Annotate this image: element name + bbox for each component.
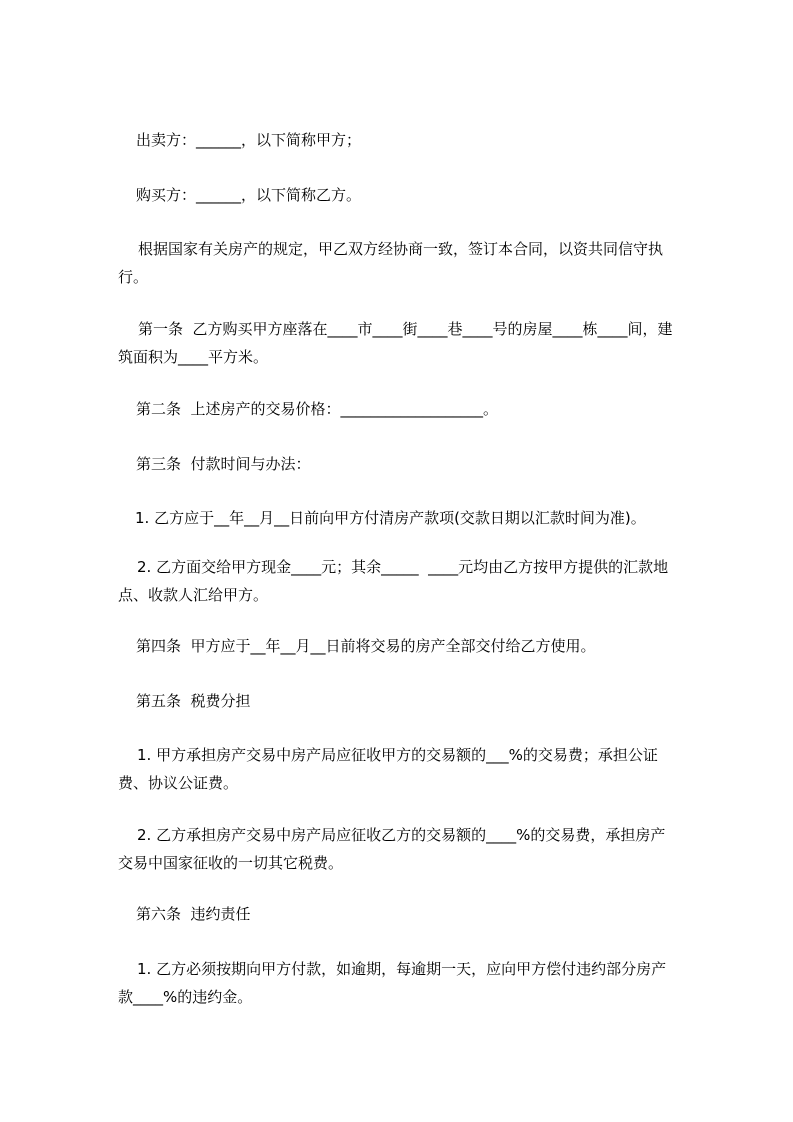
buyer-line: 购买方：______，以下简称乙方。 xyxy=(136,186,362,204)
article-3-heading: 第三条 付款时间与办法： xyxy=(136,455,311,473)
article-5-item-1: 1. 甲方承担房产交易中房产局应征收甲方的交易额的___%的交易费；承担公证费、协议公证费。 xyxy=(118,746,658,792)
article-5-item-2: 2. 乙方承担房产交易中房产局应征收乙方的交易额的____%的交易费，承担房产交易中国家征收的一切其它税费。 xyxy=(118,826,666,872)
article-1: 第一条 乙方购买甲方座落在____市____街____巷____号的房屋____栋____间，建筑面积为____平方米。 xyxy=(118,320,673,366)
preamble-paragraph: 根据国家有关房产的规定，甲乙双方经协商一致，签订本合同，以资共同信守执行。 xyxy=(118,240,664,286)
article-4: 第四条 甲方应于__年__月__日前将交易的房产全部交付给乙方使用。 xyxy=(136,637,596,655)
article-6-item-1: 1. 乙方必须按期向甲方付款，如逾期，每逾期一天，应向甲方偿付违约部分房产款____%的违约金。 xyxy=(118,960,667,1006)
article-3-item-1: 1. 乙方应于__年__月__日前向甲方付清房产款项(交款日期以汇款时间为准)。 xyxy=(135,509,646,527)
article-5-heading: 第五条 税费分担 xyxy=(136,692,251,710)
article-6-heading: 第六条 违约责任 xyxy=(136,905,251,923)
seller-line: 出卖方：______，以下简称甲方； xyxy=(136,131,362,149)
article-3-item-2: 2. 乙方面交给甲方现金____元；其余_____ ____元均由乙方按甲方提供的汇款地点、收款人汇给甲方。 xyxy=(118,558,669,604)
article-2: 第二条 上述房产的交易价格：___________________。 xyxy=(136,400,499,418)
